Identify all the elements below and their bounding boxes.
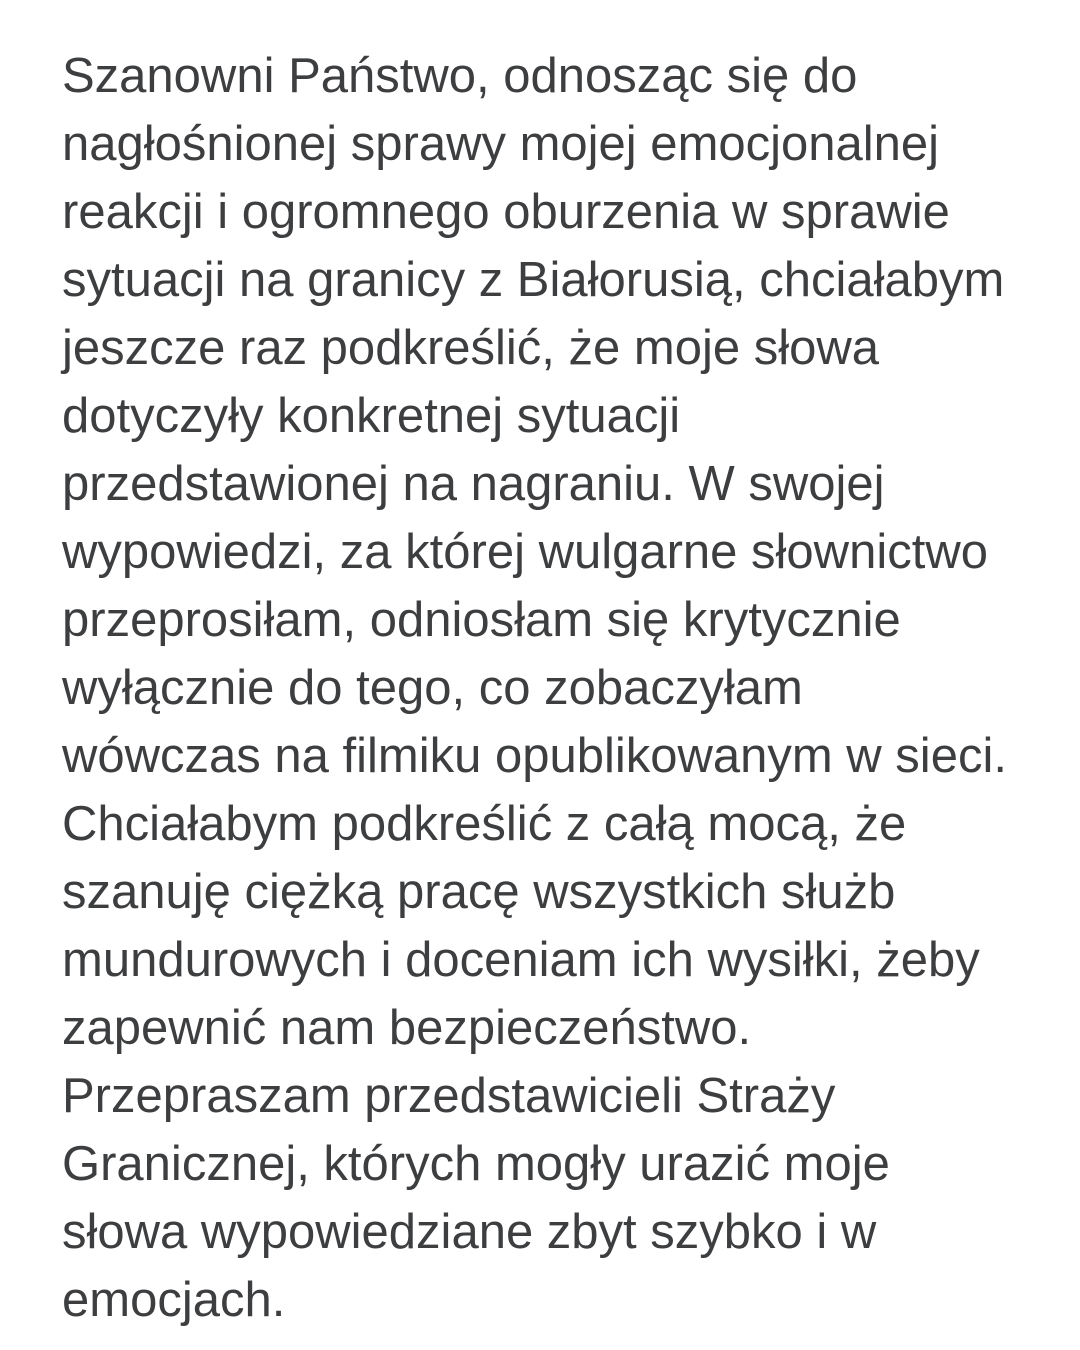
statement-line: reakcji i ogromnego oburzenia w sprawie	[62, 185, 950, 239]
statement-line: Przepraszam przedstawicieli Straży	[62, 1069, 836, 1123]
statement-line: mundurowych i doceniam ich wysiłki, żeby	[62, 933, 980, 987]
statement-line: przedstawionej na nagraniu. W swojej	[62, 457, 885, 511]
statement-line: wypowiedzi, za której wulgarne słownictwo	[62, 525, 988, 579]
statement-line: Szanowni Państwo, odnosząc się do	[62, 49, 858, 103]
statement-line: Chciałabym podkreślić z całą mocą, że	[62, 797, 907, 851]
statement-line: nagłośnionej sprawy mojej emocjonalnej	[62, 117, 940, 171]
statement-line: szanuję ciężką pracę wszystkich służb	[62, 865, 896, 919]
statement-line: przeprosiłam, odniosłam się krytycznie	[62, 593, 901, 647]
statement-line: zapewnić nam bezpieczeństwo.	[62, 1001, 752, 1055]
statement-line: Granicznej, których mogły urazić moje	[62, 1137, 890, 1191]
statement-line: emocjach.	[62, 1273, 286, 1327]
statement-line: wówczas na filmiku opublikowanym w sieci.	[62, 729, 1007, 783]
statement-line: sytuacji na granicy z Białorusią, chciałabym	[62, 253, 1005, 307]
statement-line: wyłącznie do tego, co zobaczyłam	[62, 661, 803, 715]
statement-line: dotyczyły konkretnej sytuacji	[62, 389, 681, 443]
statement-line: słowa wypowiedziane zbyt szybko i w	[62, 1205, 877, 1259]
statement-line: jeszcze raz podkreślić, że moje słowa	[62, 321, 879, 375]
statement-text	[62, 42, 1040, 1334]
